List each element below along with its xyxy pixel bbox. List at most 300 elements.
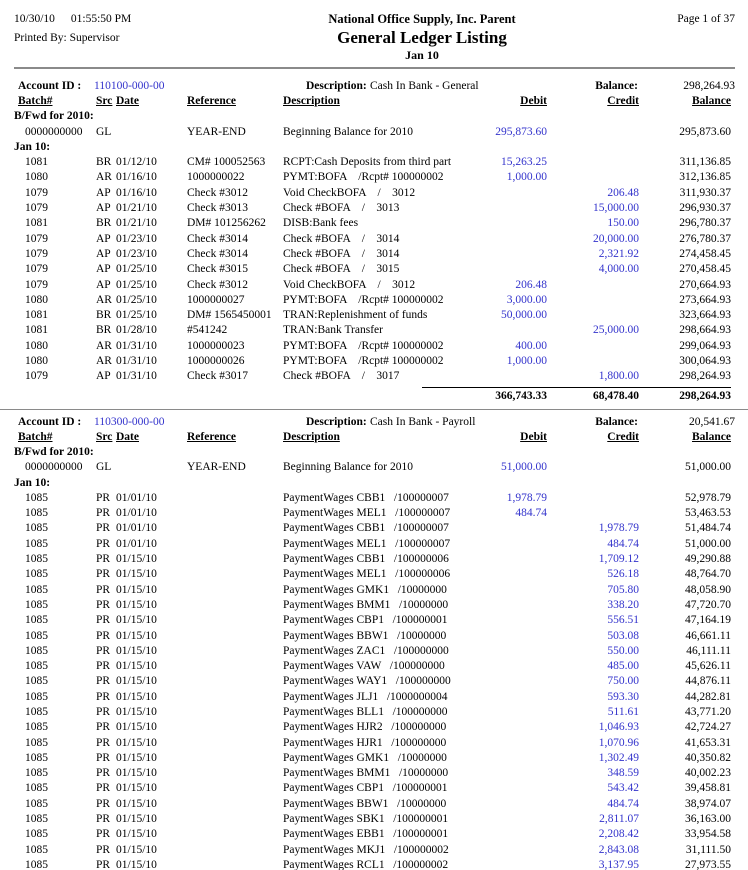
cell-credit[interactable]: 503.08	[607, 629, 639, 642]
group-label: Jan 10:	[14, 476, 51, 489]
cell-src: PR	[96, 843, 111, 856]
cell-date: 01/15/10	[116, 553, 157, 566]
cell-batch: 1079	[25, 247, 48, 260]
cell-description: PaymentWages BLL1 /100000000	[283, 705, 448, 718]
cell-src: PR	[96, 705, 111, 718]
cell-batch: 1085	[25, 828, 48, 841]
cell-credit	[547, 354, 639, 369]
group-label: Jan 10:	[14, 140, 51, 153]
cell-date: 01/31/10	[116, 355, 157, 368]
cell-description: PaymentWages VAW /100000000	[283, 660, 445, 673]
cell-src: AR	[96, 339, 112, 352]
cell-reference	[187, 705, 283, 720]
column-header-date: Date	[116, 95, 139, 107]
cell-credit[interactable]: 2,843.08	[598, 843, 639, 856]
cell-src: PR	[96, 491, 111, 504]
cell-reference	[187, 690, 283, 705]
report-header	[0, 0, 748, 62]
cell-date: 01/15/10	[116, 644, 157, 657]
cell-reference: DM# 1565450001	[187, 309, 272, 322]
ledger-row	[14, 644, 735, 659]
cell-reference	[187, 736, 283, 751]
cell-src: AR	[96, 293, 112, 306]
cell-debit[interactable]: 1,000.00	[506, 355, 547, 368]
totals-spacer	[187, 387, 283, 406]
cell-description: PaymentWages GMK1 /10000000	[283, 751, 447, 764]
cell-src: BR	[96, 217, 112, 230]
cell-debit	[472, 552, 547, 567]
account-id-value[interactable]: 110100-000-00	[94, 80, 165, 92]
cell-src: PR	[96, 767, 111, 780]
cell-balance: 323,664.93	[679, 309, 731, 322]
cell-batch: 0000000000	[25, 125, 83, 138]
ledger-row	[14, 460, 735, 475]
cell-balance: 312,136.85	[679, 171, 731, 184]
cell-reference: Check #3017	[187, 370, 249, 383]
cell-batch: 1080	[25, 171, 48, 184]
cell-description: PaymentWages CBB1 /100000007	[283, 522, 449, 535]
cell-src: PR	[96, 629, 111, 642]
cell-batch: 1081	[25, 324, 48, 337]
cell-debit	[472, 659, 547, 674]
cell-debit	[472, 705, 547, 720]
ledger-row	[14, 674, 735, 689]
cell-date: 01/01/10	[116, 491, 157, 504]
cell-credit[interactable]: 1,800.00	[598, 370, 639, 383]
cell-balance: 51,000.00	[685, 461, 731, 474]
cell-reference	[187, 644, 283, 659]
cell-credit[interactable]: 20,000.00	[593, 232, 639, 245]
cell-credit[interactable]: 556.51	[607, 614, 639, 627]
cell-debit[interactable]: 206.48	[515, 278, 547, 291]
ledger-row	[14, 293, 735, 308]
cell-credit[interactable]: 206.48	[607, 186, 639, 199]
cell-credit[interactable]: 3,137.95	[598, 858, 639, 870]
account-section	[0, 409, 748, 870]
cell-debit[interactable]: 400.00	[515, 339, 547, 352]
ledger-row	[14, 720, 735, 735]
cell-date: 01/15/10	[116, 660, 157, 673]
cell-date: 01/15/10	[116, 721, 157, 734]
column-header-batch: Batch#	[18, 95, 53, 107]
cell-batch: 1085	[25, 660, 48, 673]
cell-reference	[187, 567, 283, 582]
cell-date: 01/15/10	[116, 690, 157, 703]
cell-date: 01/15/10	[116, 614, 157, 627]
cell-description: Check #BOFA / 3015	[283, 263, 400, 276]
cell-credit[interactable]: 750.00	[607, 675, 639, 688]
cell-date: 01/15/10	[116, 858, 157, 870]
cell-credit	[547, 155, 639, 170]
cell-credit[interactable]: 511.61	[607, 705, 639, 718]
cell-src: PR	[96, 583, 111, 596]
cell-src: BR	[96, 324, 112, 337]
cell-src: BR	[96, 156, 112, 169]
cell-credit[interactable]: 4,000.00	[598, 263, 639, 276]
cell-credit[interactable]: 1,978.79	[598, 522, 639, 535]
column-header-balance: Balance	[692, 95, 731, 107]
ledger-row	[14, 354, 735, 369]
cell-debit[interactable]: 50,000.00	[501, 309, 547, 322]
cell-src: PR	[96, 858, 111, 870]
cell-credit	[547, 278, 639, 293]
group-label: B/Fwd for 2010:	[14, 110, 94, 123]
cell-reference	[187, 598, 283, 613]
cell-credit[interactable]: 338.20	[607, 598, 639, 611]
cell-reference	[187, 537, 283, 552]
cell-credit	[547, 293, 639, 308]
cell-src: PR	[96, 721, 111, 734]
cell-src: PR	[96, 537, 111, 550]
cell-credit[interactable]: 2,811.07	[599, 813, 639, 826]
cell-credit	[547, 460, 639, 475]
cell-reference	[187, 629, 283, 644]
cell-reference: Check #3012	[187, 278, 249, 291]
cell-description: PaymentWages BMM1 /10000000	[283, 598, 449, 611]
cell-debit	[472, 736, 547, 751]
cell-description: PaymentWages WAY1 /100000000	[283, 675, 451, 688]
column-header-debit: Debit	[520, 430, 547, 443]
cell-debit[interactable]: 1,978.79	[506, 491, 547, 504]
cell-batch: 1085	[25, 858, 48, 870]
cell-balance: 47,164.19	[685, 614, 731, 627]
description-label: Description:	[306, 80, 367, 92]
cell-credit[interactable]: 543.42	[607, 782, 639, 795]
ledger-row	[14, 858, 735, 870]
ledger-row	[14, 247, 735, 262]
cell-batch: 1081	[25, 217, 48, 230]
cell-date: 01/15/10	[116, 751, 157, 764]
cell-reference	[187, 781, 283, 796]
ledger-row	[14, 629, 735, 644]
cell-reference: 1000000023	[187, 339, 245, 352]
cell-balance: 296,930.37	[679, 202, 731, 215]
cell-batch: 1085	[25, 767, 48, 780]
ledger-row	[14, 705, 735, 720]
ledger-row	[14, 766, 735, 781]
cell-balance: 39,458.81	[685, 782, 731, 795]
totals-spacer	[116, 387, 187, 406]
cell-credit[interactable]: 485.00	[607, 660, 639, 673]
balance-label: Balance:	[595, 80, 638, 92]
cell-description: PaymentWages HJR2 /100000000	[283, 721, 447, 734]
cell-batch: 1079	[25, 263, 48, 276]
cell-description: PYMT:BOFA /Rcpt# 100000002	[283, 171, 444, 184]
cell-description: PaymentWages CBB1 /100000006	[283, 553, 449, 566]
cell-reference	[187, 766, 283, 781]
cell-batch: 1085	[25, 568, 48, 581]
cell-debit[interactable]: 3,000.00	[506, 293, 547, 306]
cell-credit[interactable]: 705.80	[607, 583, 639, 596]
cell-date: 01/15/10	[116, 629, 157, 642]
cell-reference	[187, 583, 283, 598]
cell-src: AP	[96, 202, 111, 215]
cell-debit	[472, 232, 547, 247]
cell-src: AR	[96, 355, 112, 368]
account-description: Cash In Bank - Payroll	[370, 415, 476, 428]
cell-batch: 1085	[25, 797, 48, 810]
cell-date: 01/15/10	[116, 828, 157, 841]
cell-description: PaymentWages GMK1 /10000000	[283, 583, 447, 596]
column-header-batch: Batch#	[18, 430, 53, 443]
total-debit: 366,743.33	[422, 387, 547, 406]
cell-credit	[547, 170, 639, 185]
account-balance: 20,541.67	[689, 415, 735, 428]
cell-reference: YEAR-END	[187, 461, 246, 474]
cell-debit	[472, 766, 547, 781]
cell-description: PaymentWages MEL1 /100000006	[283, 568, 451, 581]
cell-credit[interactable]: 526.18	[607, 568, 639, 581]
ledger-row	[14, 491, 735, 506]
ledger-row	[14, 567, 735, 582]
cell-credit[interactable]: 1,709.12	[598, 553, 639, 566]
column-header-reference: Reference	[187, 95, 236, 107]
cell-date: 01/21/10	[116, 202, 157, 215]
cell-balance: 40,350.82	[685, 751, 731, 764]
cell-balance: 46,661.11	[685, 629, 731, 642]
column-header-row	[14, 94, 735, 109]
ledger-row	[14, 339, 735, 354]
cell-balance: 31,111.50	[685, 843, 731, 856]
column-header-debit: Debit	[520, 95, 547, 107]
cell-date: 01/25/10	[116, 309, 157, 322]
cell-balance: 51,000.00	[685, 537, 731, 550]
ledger-row	[14, 736, 735, 751]
cell-credit[interactable]: 484.74	[607, 797, 639, 810]
cell-debit[interactable]: 15,263.25	[501, 156, 547, 169]
cell-description: PaymentWages EBB1 /100000001	[283, 828, 449, 841]
cell-debit	[472, 858, 547, 870]
cell-description: PaymentWages HJR1 /100000000	[283, 736, 447, 749]
cell-batch: 1085	[25, 721, 48, 734]
cell-reference	[187, 506, 283, 521]
ledger-row	[14, 613, 735, 628]
cell-batch: 1081	[25, 156, 48, 169]
cell-description: TRAN:Replenishment of funds	[283, 309, 428, 322]
ledger-row	[14, 232, 735, 247]
cell-description: PaymentWages MEL1 /100000007	[283, 537, 451, 550]
cell-src: AP	[96, 263, 111, 276]
cell-credit[interactable]: 2,208.42	[598, 828, 639, 841]
cell-balance: 48,058.90	[685, 583, 731, 596]
cell-date: 01/23/10	[116, 247, 157, 260]
cell-description: Check #BOFA / 3013	[283, 202, 400, 215]
cell-reference	[187, 812, 283, 827]
ledger-row	[14, 170, 735, 185]
totals-spacer	[96, 387, 116, 406]
cell-balance: 52,978.79	[685, 491, 731, 504]
cell-reference: 1000000022	[187, 171, 245, 184]
cell-balance: 48,764.70	[685, 568, 731, 581]
cell-src: PR	[96, 660, 111, 673]
cell-date: 01/31/10	[116, 339, 157, 352]
cell-src: AP	[96, 278, 111, 291]
cell-src: PR	[96, 736, 111, 749]
cell-balance: 36,163.00	[685, 813, 731, 826]
cell-balance: 276,780.37	[679, 232, 731, 245]
cell-debit	[472, 843, 547, 858]
cell-description: Beginning Balance for 2010	[283, 461, 413, 474]
cell-balance: 270,664.93	[679, 278, 731, 291]
cell-debit	[472, 369, 547, 384]
cell-credit[interactable]: 550.00	[607, 644, 639, 657]
column-header-credit: Credit	[607, 95, 639, 107]
cell-date: 01/15/10	[116, 767, 157, 780]
cell-debit	[472, 751, 547, 766]
ledger-row	[14, 598, 735, 613]
cell-credit[interactable]: 593.30	[607, 690, 639, 703]
cell-date	[116, 460, 187, 475]
cell-batch: 1079	[25, 186, 48, 199]
cell-date: 01/12/10	[116, 156, 157, 169]
cell-src: PR	[96, 828, 111, 841]
cell-debit	[472, 583, 547, 598]
cell-src: AR	[96, 171, 112, 184]
cell-batch: 1085	[25, 690, 48, 703]
ledger-row	[14, 690, 735, 705]
cell-reference: Check #3015	[187, 263, 249, 276]
cell-debit	[472, 797, 547, 812]
cell-credit[interactable]: 1,046.93	[598, 721, 639, 734]
ledger-row	[14, 308, 735, 323]
cell-debit	[472, 567, 547, 582]
cell-balance: 41,653.31	[685, 736, 731, 749]
header-left	[14, 12, 219, 46]
cell-reference	[187, 797, 283, 812]
cell-src: PR	[96, 598, 111, 611]
cell-balance: 274,458.45	[679, 247, 731, 260]
cell-credit[interactable]: 484.74	[607, 537, 639, 550]
cell-debit[interactable]: 1,000.00	[506, 171, 547, 184]
cell-date	[116, 125, 187, 140]
cell-debit	[472, 644, 547, 659]
cell-balance: 300,064.93	[679, 355, 731, 368]
cell-debit	[472, 201, 547, 216]
cell-date: 01/23/10	[116, 232, 157, 245]
cell-batch: 1085	[25, 629, 48, 642]
cell-src: PR	[96, 675, 111, 688]
column-header-row	[14, 430, 735, 445]
print-date: 10/30/10	[14, 13, 55, 25]
cell-description: Void CheckBOFA / 3012	[283, 278, 416, 291]
cell-reference: CM# 100052563	[187, 156, 266, 169]
ledger-row	[14, 583, 735, 598]
cell-reference: Check #3014	[187, 247, 249, 260]
cell-date: 01/25/10	[116, 293, 157, 306]
cell-credit[interactable]: 25,000.00	[593, 324, 639, 337]
cell-balance: 40,002.23	[685, 767, 731, 780]
cell-reference	[187, 858, 283, 870]
cell-debit	[472, 827, 547, 842]
cell-batch: 0000000000	[25, 461, 83, 474]
cell-description: RCPT:Cash Deposits from third part	[283, 156, 452, 169]
cell-date: 01/15/10	[116, 843, 157, 856]
cell-debit[interactable]: 295,873.60	[495, 125, 547, 138]
cell-batch: 1081	[25, 309, 48, 322]
cell-src: PR	[96, 507, 111, 520]
cell-src: PR	[96, 614, 111, 627]
cell-date: 01/15/10	[116, 568, 157, 581]
cell-batch: 1079	[25, 202, 48, 215]
cell-reference: #541242	[187, 324, 228, 337]
cell-debit[interactable]: 484.74	[515, 507, 547, 520]
cell-date: 01/16/10	[116, 171, 157, 184]
ledger-row	[14, 751, 735, 766]
cell-reference	[187, 613, 283, 628]
cell-description: PaymentWages RCL1 /100000002	[283, 858, 449, 870]
cell-balance: 38,974.07	[685, 797, 731, 810]
cell-balance: 298,664.93	[679, 324, 731, 337]
cell-batch: 1085	[25, 553, 48, 566]
cell-credit[interactable]: 348.59	[607, 767, 639, 780]
cell-reference	[187, 843, 283, 858]
cell-credit[interactable]: 2,321.92	[598, 247, 639, 260]
cell-description: Check #BOFA / 3017	[283, 370, 400, 383]
cell-batch: 1079	[25, 232, 48, 245]
cell-balance: 296,780.37	[679, 217, 731, 230]
cell-date: 01/15/10	[116, 813, 157, 826]
cell-batch: 1085	[25, 583, 48, 596]
cell-description: Check #BOFA / 3014	[283, 247, 400, 260]
cell-debit	[472, 216, 547, 231]
account-id-value[interactable]: 110300-000-00	[94, 415, 165, 428]
cell-description: Void CheckBOFA / 3012	[283, 186, 416, 199]
cell-date: 01/25/10	[116, 278, 157, 291]
cell-balance: 46,111.11	[686, 644, 731, 657]
cell-date: 01/31/10	[116, 370, 157, 383]
print-datetime	[14, 12, 219, 27]
account-balance: 298,264.93	[683, 80, 735, 92]
ledger-row	[14, 125, 735, 140]
cell-src: BR	[96, 309, 112, 322]
cell-credit[interactable]: 1,070.96	[598, 736, 639, 749]
cell-src: AP	[96, 186, 111, 199]
cell-reference	[187, 720, 283, 735]
cell-description: PaymentWages BMM1 /10000000	[283, 767, 449, 780]
cell-batch: 1085	[25, 644, 48, 657]
cell-description: PYMT:BOFA /Rcpt# 100000002	[283, 355, 444, 368]
cell-balance: 43,771.20	[685, 705, 731, 718]
ledger-row	[14, 843, 735, 858]
cell-description: PaymentWages ZAC1 /100000000	[283, 644, 449, 657]
cell-date: 01/21/10	[116, 217, 157, 230]
cell-batch: 1085	[25, 491, 48, 504]
cell-src: AP	[96, 232, 111, 245]
ledger-row	[14, 155, 735, 170]
printed-by: Printed By: Supervisor	[14, 32, 120, 44]
cell-balance: 44,876.11	[685, 675, 731, 688]
cell-balance: 45,626.11	[685, 660, 731, 673]
cell-reference	[187, 552, 283, 567]
cell-credit[interactable]: 15,000.00	[593, 202, 639, 215]
cell-src: PR	[96, 553, 111, 566]
cell-balance: 51,484.74	[685, 522, 731, 535]
cell-credit[interactable]: 150.00	[607, 217, 639, 230]
total-balance: 298,264.93	[639, 387, 731, 406]
cell-src: PR	[96, 690, 111, 703]
cell-batch: 1085	[25, 522, 48, 535]
cell-balance: 47,720.70	[685, 598, 731, 611]
cell-src: PR	[96, 797, 111, 810]
ledger-row	[14, 521, 735, 536]
cell-src: GL	[96, 461, 112, 474]
cell-credit[interactable]: 1,302.49	[598, 751, 639, 764]
cell-debit[interactable]: 51,000.00	[501, 461, 547, 474]
cell-balance: 42,724.27	[685, 721, 731, 734]
print-time: 01:55:50 PM	[70, 13, 132, 25]
total-credit: 68,478.40	[547, 387, 639, 406]
ledger-row	[14, 262, 735, 277]
